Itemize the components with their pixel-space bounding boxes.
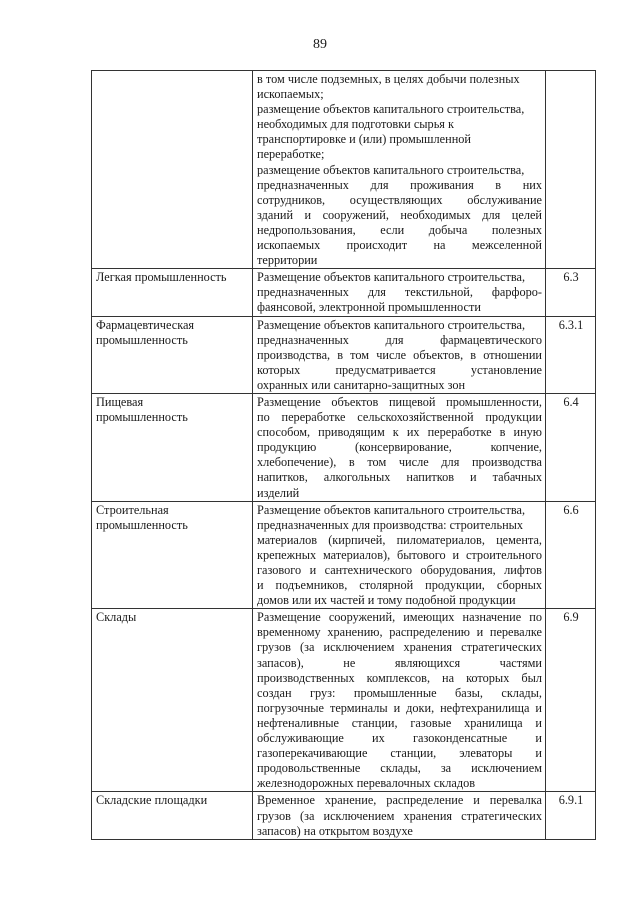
land-use-name-line: Фармацевтическая — [96, 317, 195, 332]
description-line: изделий — [257, 485, 300, 500]
land-use-name-cell — [92, 393, 253, 501]
land-use-name-line: Пищевая — [96, 394, 144, 409]
land-use-name-line: Строительная — [96, 502, 169, 517]
table-body — [92, 71, 596, 840]
land-use-name-cell — [92, 609, 253, 792]
land-use-name-cell — [92, 71, 253, 269]
description-line: размещение объектов капитального строительства, — [257, 162, 525, 177]
land-use-description-cell — [253, 501, 546, 609]
table-row — [92, 792, 596, 839]
description-line: Размещение объектов капитального строительства, — [257, 317, 526, 332]
description-line: газового и сантехнического оборудования, лифтов — [257, 563, 542, 577]
land-use-code-cell: 6.4 — [546, 393, 596, 501]
description-line: Размещение сооружений, имеющих назначение по — [257, 610, 542, 625]
description-line: по переработке сельскохозяйственной продукции — [257, 410, 542, 425]
land-use-code-cell: 6.3 — [546, 269, 596, 316]
table-row — [92, 316, 596, 393]
description-line: в том числе подземных, в целях добычи полезных — [257, 72, 520, 86]
description-line: транспортировке и (или) промышленной — [257, 132, 472, 147]
land-use-description-cell — [253, 316, 546, 393]
description-line: нефтеналивные станции, газовые хранилища и — [257, 715, 542, 730]
land-use-code-cell: 6.9 — [546, 609, 596, 792]
description-line: размещение объектов капитального строительства, — [257, 102, 525, 117]
description-line: напитков, алкогольных напитков и табачных — [257, 470, 542, 485]
description-line: продукцию (консервирование, копчение, — [257, 440, 542, 455]
table-row — [92, 609, 596, 792]
land-use-name-cell — [92, 316, 253, 393]
land-use-name-line: промышленность — [96, 332, 188, 347]
land-use-description-cell — [253, 792, 546, 839]
land-use-description-cell — [253, 71, 546, 269]
land-use-name-line: промышленность — [96, 410, 188, 425]
description-line: переработке; — [257, 147, 325, 162]
description-line: предназначенных для производства: строительных — [257, 517, 524, 532]
page-number: 89 — [313, 37, 327, 52]
description-line: охранных или санитарно-защитных зон — [257, 377, 466, 392]
land-use-name-line: Склады — [96, 610, 137, 625]
description-line: Временное хранение, распределение и перевалка — [257, 793, 542, 808]
description-line: создан груз: промышленные базы, склады, — [257, 685, 542, 700]
description-line: предназначенных для фармацевтического — [257, 332, 542, 347]
description-line: ископаемых; — [257, 87, 324, 102]
description-line: Размещение объектов капитального строительства, — [257, 502, 526, 517]
description-line: крепежных материалов), бытового и строительного — [257, 547, 542, 562]
land-use-table — [91, 70, 596, 840]
description-line: погрузочные терминалы и доки, нефтехранилища и — [257, 700, 542, 715]
description-line: и подъемников, столярной продукции, сборных — [257, 578, 542, 593]
description-line: предназначенных для проживания в них — [257, 177, 542, 192]
description-line: временному хранению, распределению и перевалке — [257, 625, 542, 640]
land-use-name-line: промышленность — [96, 517, 188, 532]
description-line: железнодорожных перевалочных складов — [257, 776, 476, 791]
land-use-code-cell: 6.6 — [546, 501, 596, 609]
land-use-description-cell — [253, 393, 546, 501]
description-line: зданий и сооружений, необходимых для целей — [257, 207, 542, 222]
land-use-name-line: Складские площадки — [96, 793, 208, 808]
land-use-code-cell: 6.3.1 — [546, 316, 596, 393]
description-line: грузов (за исключением хранения стратегических — [257, 808, 542, 823]
table-row — [92, 269, 596, 316]
description-line: территории — [257, 253, 318, 268]
description-line: запасов), не являющихся частями — [257, 655, 542, 670]
land-use-name-cell — [92, 792, 253, 839]
description-line: производственных комплексов, на которых был — [257, 670, 542, 685]
description-line: способом, приводящим к их переработке в иную — [257, 425, 542, 440]
description-line: газоперекачивающие станции, элеваторы и — [257, 746, 542, 761]
description-line: производства, в том числе объектов, в отношении — [257, 347, 542, 362]
description-line: сотрудников, осуществляющих обслуживание — [257, 192, 542, 207]
land-use-code-cell — [546, 71, 596, 269]
description-line: домов или их частей и тому подобной продукции — [257, 593, 516, 608]
description-line: предназначенных для текстильной, фарфоро- — [257, 285, 542, 300]
description-line: хлебопечение), в том числе для производства — [257, 455, 542, 470]
description-line: фаянсовой, электронной промышленности — [257, 300, 481, 315]
description-line: ископаемых происходит на межселенной — [257, 238, 542, 253]
description-line: необходимых для подготовки сырья к — [257, 117, 455, 132]
description-line: недропользования, если добыча полезных — [257, 222, 542, 237]
land-use-description-cell — [253, 269, 546, 316]
description-line: Размещение объектов капитального строительства, — [257, 270, 526, 285]
land-use-name-line: Легкая промышленность — [96, 270, 227, 285]
land-use-code-cell: 6.9.1 — [546, 792, 596, 839]
table-row — [92, 71, 596, 269]
description-line: продовольственные склады, за исключением — [257, 761, 542, 776]
land-use-description-cell — [253, 609, 546, 792]
description-line: обслуживающие их газоконденсатные и — [257, 731, 542, 746]
description-line: грузов (за исключением хранения стратегических — [257, 640, 542, 655]
table-row — [92, 393, 596, 501]
description-line: которых предусматривается установление — [257, 362, 542, 377]
land-use-name-cell — [92, 269, 253, 316]
table-row — [92, 501, 596, 609]
description-line: Размещение объектов пищевой промышленности, — [257, 394, 542, 409]
land-use-name-cell — [92, 501, 253, 609]
description-line: материалов (кирпичей, пиломатериалов, цемента, — [257, 532, 542, 547]
description-line: запасов) на открытом воздухе — [257, 823, 413, 838]
